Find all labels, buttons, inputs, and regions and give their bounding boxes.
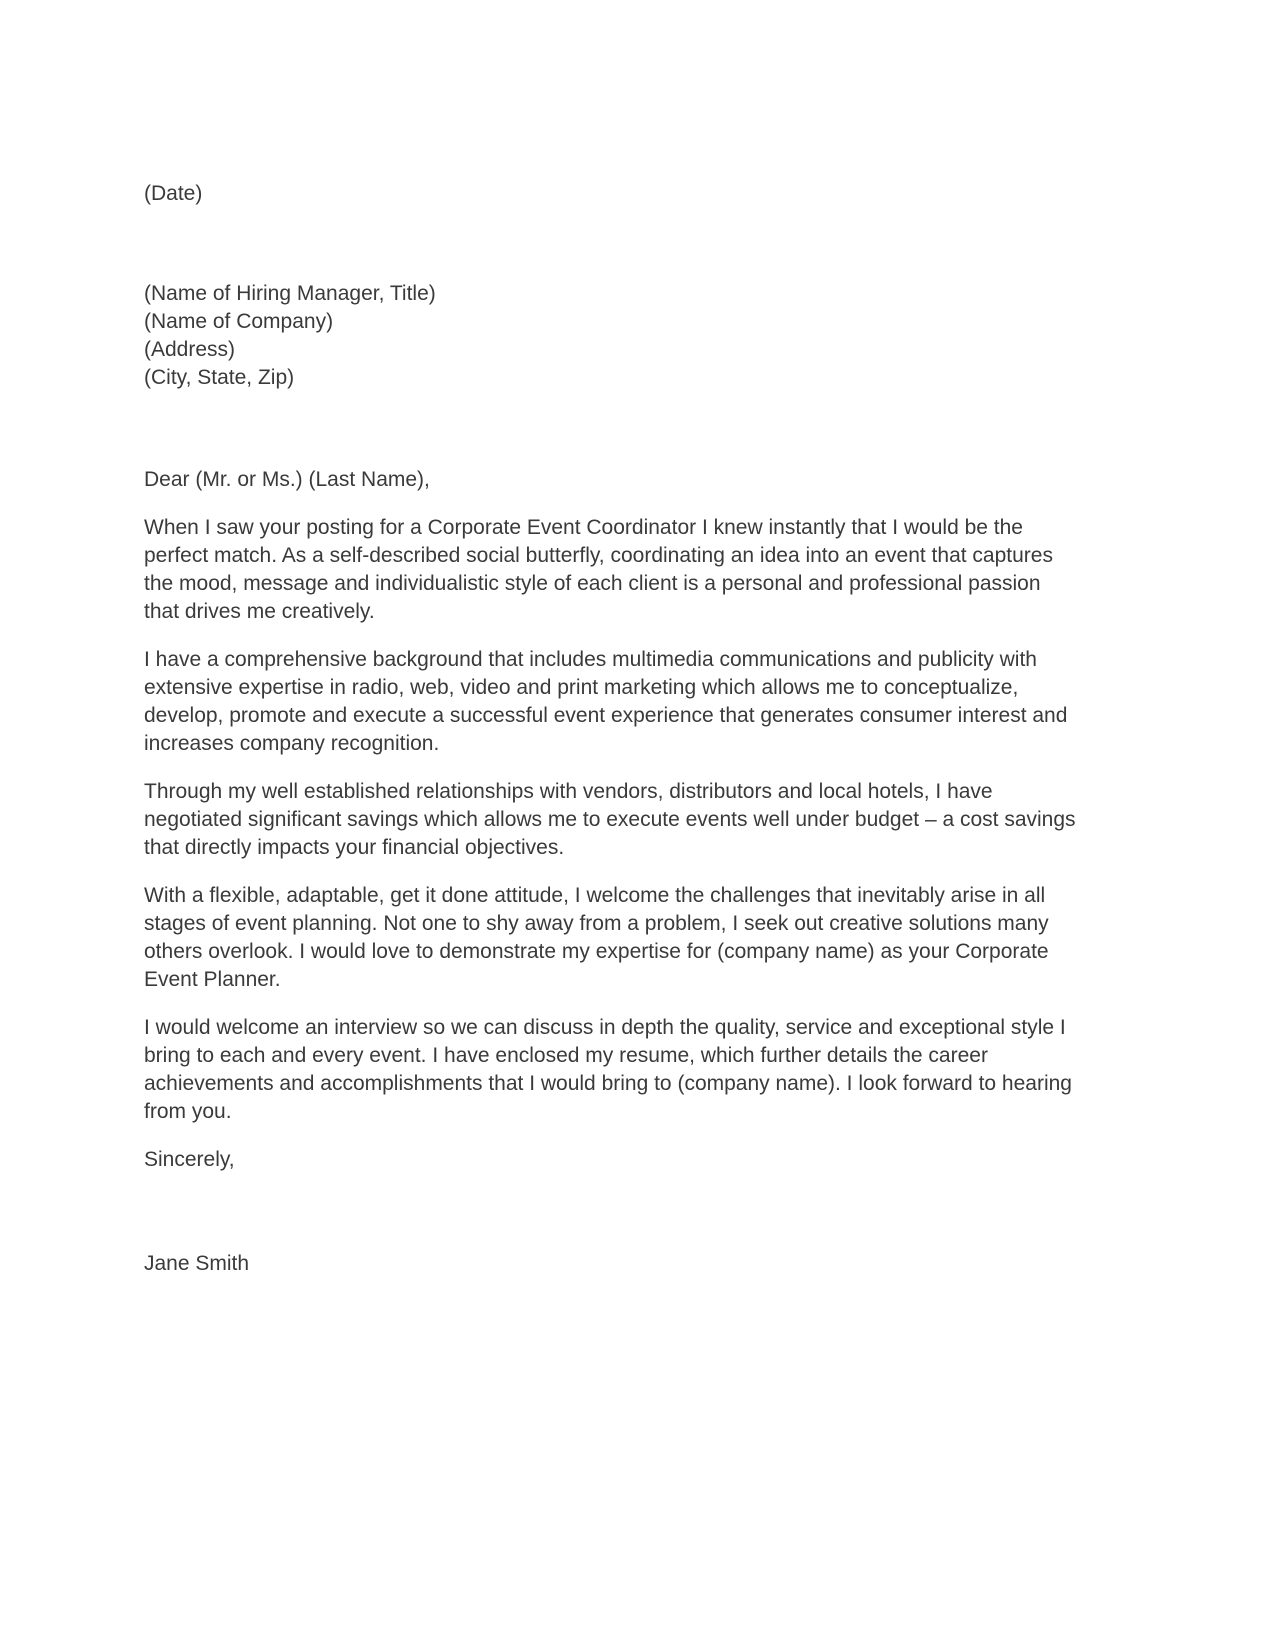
cover-letter	[144, 180, 1079, 1278]
recipient-company: (Name of Company)	[144, 310, 334, 333]
body-paragraph-3: Through my well established relationships with vendors, distributors and local hotels, I have negotiated significant savings which allows me to execute events well under budget – a cost savings that directly impacts your financial objectives.	[144, 780, 1076, 859]
recipient-block	[144, 280, 1079, 392]
body-paragraph-5: I would welcome an interview so we can discuss in depth the quality, service and exceptional style I bring to each and every event. I have enclosed my resume, which further details the career achievements and accomplishments that I would bring to (company name). I look forward to hearing from you.	[144, 1016, 1072, 1123]
signature-name: Jane Smith	[144, 1252, 250, 1275]
closing: Sincerely,	[144, 1148, 235, 1171]
body-paragraph-1: When I saw your posting for a Corporate Event Coordinator I knew instantly that I would be the perfect match. As a self-described social butterfly, coordinating an idea into an event that captures the mood, message and individualistic style of each client is a personal and professional passion that drives me creatively.	[144, 516, 1053, 623]
recipient-city-state-zip: (City, State, Zip)	[144, 366, 295, 389]
date-placeholder: (Date)	[144, 182, 203, 205]
salutation: Dear (Mr. or Ms.) (Last Name),	[144, 468, 430, 491]
body-paragraph-4: With a flexible, adaptable, get it done attitude, I welcome the challenges that inevitably arise in all stages of event planning. Not one to shy away from a problem, I seek out creative solutions many others overlook. I would love to demonstrate my expertise for (company name) as your Corporate Event Planner.	[144, 884, 1049, 991]
body-paragraph-2: I have a comprehensive background that includes multimedia communications and publicity with extensive expertise in radio, web, video and print marketing which allows me to conceptualize, develop, promote and execute a successful event experience that generates consumer interest and increases company recognition.	[144, 648, 1068, 755]
recipient-address: (Address)	[144, 338, 236, 361]
recipient-name-title: (Name of Hiring Manager, Title)	[144, 282, 436, 305]
